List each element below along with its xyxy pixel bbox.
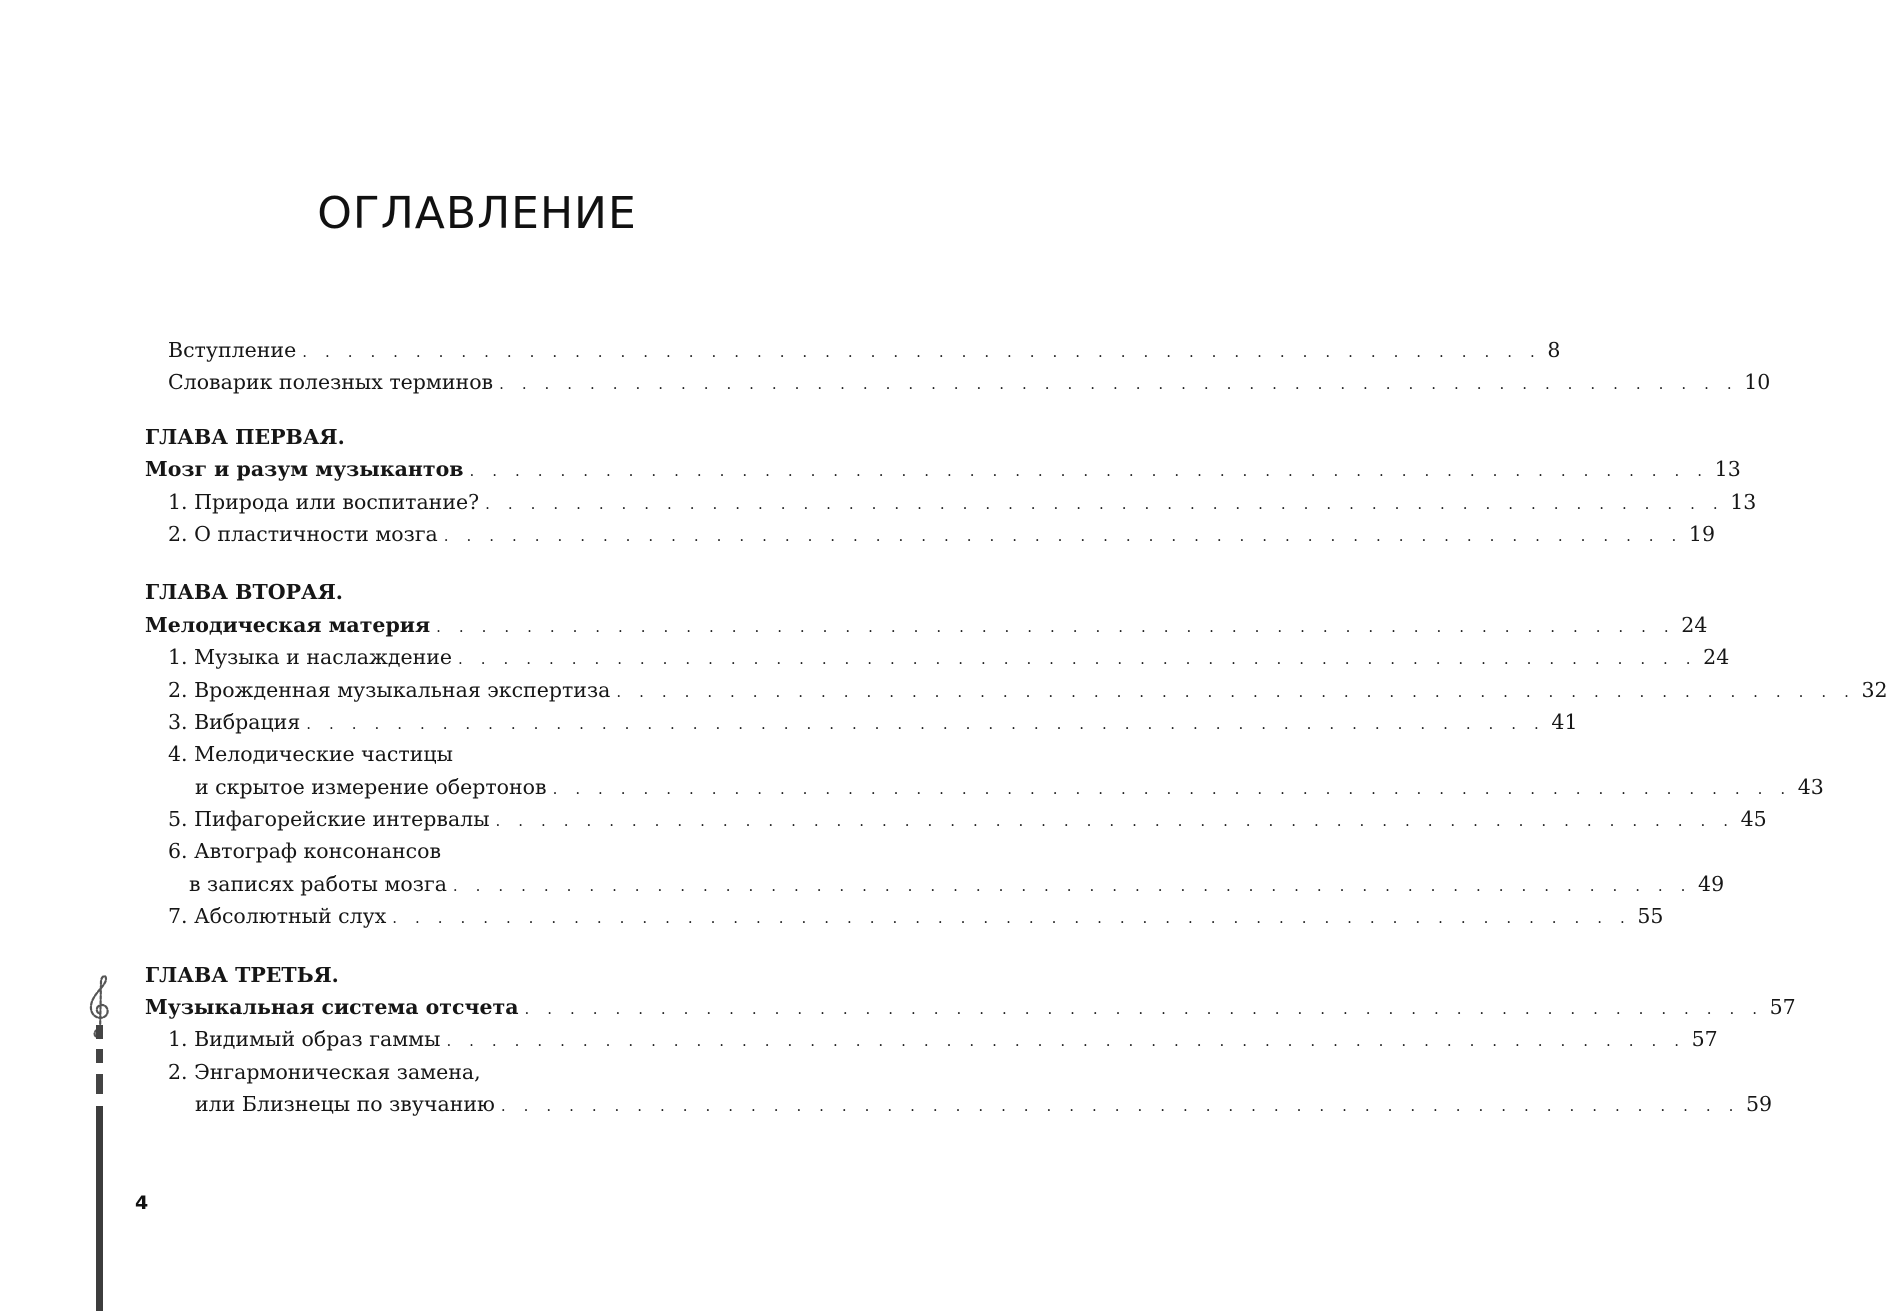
entry-page: 8: [1547, 338, 1561, 362]
page-number: 4: [135, 1192, 149, 1214]
page-title: ОГЛАВЛЕНИЕ: [317, 188, 637, 239]
margin-rule-segment: [96, 1074, 103, 1094]
chapter-label: ГЛАВА ТРЕТЬЯ.: [145, 962, 339, 987]
margin-rule-segment: [96, 1049, 103, 1063]
entry-title: 1. Музыка и наслаждение: [168, 641, 458, 673]
entry-title: 2. О пластичности мозга: [168, 518, 444, 550]
chapter-title: Мелодическая материя: [145, 609, 436, 641]
toc-entry[interactable]: [145, 674, 1888, 706]
chapter-title-entry[interactable]: [145, 609, 1708, 641]
dot-leader: . . . . . . . . . . . . . . . . . . . . . . . . . . . . . . . . . . . . . . . . . . . . . . . . . . . . . . .: [552, 779, 1792, 798]
dot-leader: . . . . . . . . . . . . . . . . . . . . . . . . . . . . . . . . . . . . . . . . . . . . . . . . . . . . . . .: [452, 876, 1693, 895]
dot-leader: . . . . . . . . . . . . . . . . . . . . . . . . . . . . . . . . . . . . . . . . . . . . . . . . . . . . . . .: [524, 1000, 1764, 1019]
margin-rule-segment: [96, 1025, 103, 1039]
entry-title: и скрытое измерение обертонов: [195, 771, 553, 803]
table-of-contents: [145, 334, 1888, 1121]
entry-page: 19: [1688, 521, 1716, 546]
dot-leader: . . . . . . . . . . . . . . . . . . . . . . . . . . . . . . . . . . . . . . . . . . . . . . . . . . . . . . .: [446, 1032, 1686, 1051]
dot-leader: . . . . . . . . . . . . . . . . . . . . . . . . . . . . . . . . . . . . . . . . . . . . . . . . . . . . . . .: [500, 1097, 1740, 1116]
toc-entry[interactable]: [145, 366, 1771, 398]
entry-title: 5. Пифагорейские интервалы: [168, 803, 496, 835]
dot-leader: . . . . . . . . . . . . . . . . . . . . . . . . . . . . . . . . . . . . . . . . . . . . . . . . . . . . . . .: [495, 812, 1735, 831]
entry-page: 24: [1681, 612, 1708, 637]
entry-page: 49: [1698, 871, 1725, 896]
toc-entry[interactable]: [145, 900, 1664, 932]
chapter-title-entry[interactable]: [145, 991, 1796, 1023]
entry-page: 32: [1861, 677, 1888, 702]
toc-entry-continuation[interactable]: [145, 868, 1725, 900]
entry-title: 1. Видимый образ гаммы: [168, 1023, 446, 1055]
entry-page: 13: [1730, 489, 1757, 514]
dot-leader: . . . . . . . . . . . . . . . . . . . . . . . . . . . . . . . . . . . . . . . . . . . . . . . . . . . . . . .: [302, 343, 1542, 361]
dot-leader: . . . . . . . . . . . . . . . . . . . . . . . . . . . . . . . . . . . . . . . . . . . . . . . . . . . . . . .: [458, 650, 1698, 669]
entry-page: 45: [1740, 807, 1767, 832]
entry-title: Словарик полезных терминов: [168, 366, 499, 398]
entry-page: 57: [1769, 995, 1796, 1020]
chapter-label: ГЛАВА ПЕРВАЯ.: [145, 424, 345, 449]
entry-title: 7. Абсолютный слух: [168, 900, 392, 932]
chapter-label: ГЛАВА ВТОРАЯ.: [145, 580, 343, 605]
dot-leader: . . . . . . . . . . . . . . . . . . . . . . . . . . . . . . . . . . . . . . . . . . . . . . . . . . . . . . .: [443, 526, 1683, 545]
toc-entry[interactable]: [145, 334, 1561, 366]
toc-entry-first-line[interactable]: 2. Энгармоническая замена,: [168, 1059, 481, 1084]
dot-leader: . . . . . . . . . . . . . . . . . . . . . . . . . . . . . . . . . . . . . . . . . . . . . . . . . . . . . . .: [485, 494, 1725, 513]
toc-entry[interactable]: [145, 486, 1757, 518]
toc-entry[interactable]: [145, 518, 1716, 550]
entry-page: 13: [1714, 457, 1741, 482]
chapter-title-entry[interactable]: [145, 453, 1741, 485]
entry-page: 59: [1746, 1092, 1773, 1117]
dot-leader: . . . . . . . . . . . . . . . . . . . . . . . . . . . . . . . . . . . . . . . . . . . . . . . . . . . . . . .: [306, 714, 1546, 733]
entry-page: 41: [1551, 709, 1578, 734]
toc-entry-first-line[interactable]: 6. Автограф консонансов: [168, 839, 442, 864]
entry-title: или Близнецы по звучанию: [195, 1088, 501, 1120]
toc-entry-first-line[interactable]: 4. Мелодические частицы: [168, 742, 453, 767]
entry-page: 24: [1703, 645, 1730, 670]
margin-rule: [96, 1106, 103, 1311]
toc-entry[interactable]: [145, 706, 1578, 738]
dot-leader: . . . . . . . . . . . . . . . . . . . . . . . . . . . . . . . . . . . . . . . . . . . . . . . . . . . . . . .: [436, 617, 1676, 636]
dot-leader: . . . . . . . . . . . . . . . . . . . . . . . . . . . . . . . . . . . . . . . . . . . . . . . . . . . . . . .: [616, 682, 1856, 701]
toc-entry[interactable]: [145, 803, 1767, 835]
entry-title: 1. Природа или воспитание?: [168, 486, 485, 518]
chapter-title: Музыкальная система отсчета: [145, 991, 525, 1023]
entry-title: Вступление: [168, 334, 302, 366]
chapter-title: Мозг и разум музыкантов: [145, 453, 470, 485]
entry-page: 57: [1691, 1027, 1718, 1052]
entry-page: 10: [1744, 370, 1771, 395]
toc-entry[interactable]: [145, 1023, 1718, 1055]
toc-entry-continuation[interactable]: [145, 771, 1824, 803]
dot-leader: . . . . . . . . . . . . . . . . . . . . . . . . . . . . . . . . . . . . . . . . . . . . . . . . . . . . . . .: [392, 909, 1632, 928]
entry-title: 3. Вибрация: [168, 706, 306, 738]
entry-page: 43: [1797, 774, 1824, 799]
entry-page: 55: [1637, 904, 1664, 929]
entry-title: в записях работы мозга: [189, 868, 453, 900]
dot-leader: . . . . . . . . . . . . . . . . . . . . . . . . . . . . . . . . . . . . . . . . . . . . . . . . . . . . . . .: [499, 375, 1739, 394]
toc-entry-continuation[interactable]: [145, 1088, 1773, 1120]
entry-title: 2. Врожденная музыкальная экспертиза: [168, 674, 616, 706]
toc-entry[interactable]: [145, 641, 1730, 673]
dot-leader: . . . . . . . . . . . . . . . . . . . . . . . . . . . . . . . . . . . . . . . . . . . . . . . . . . . . . . .: [469, 462, 1709, 481]
